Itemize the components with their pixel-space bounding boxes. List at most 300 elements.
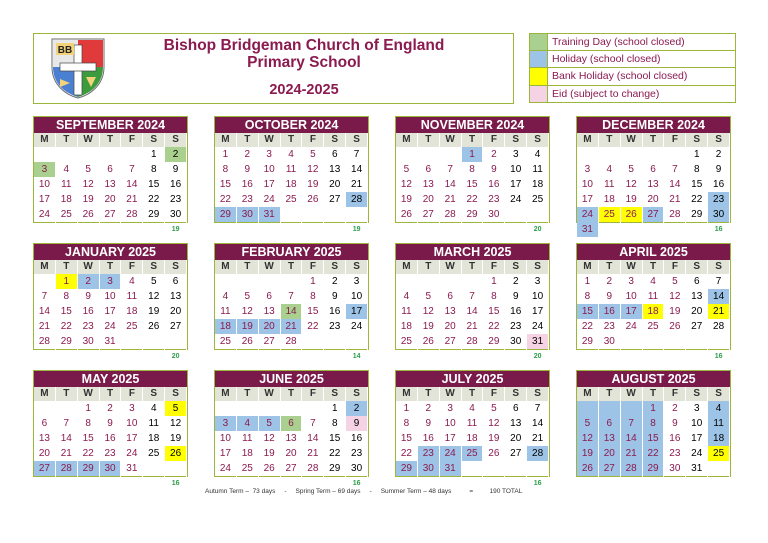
calendar-day: 31 [259, 207, 281, 222]
calendar-empty-cell [505, 349, 527, 364]
calendar-day: 13 [281, 431, 303, 446]
calendar-week [396, 461, 549, 476]
calendar-empty-cell [621, 147, 643, 162]
calendar-day: 15 [143, 177, 165, 192]
weekday-label: T [281, 387, 303, 401]
calendar-day: 4 [56, 162, 78, 177]
calendar-empty-cell [281, 207, 303, 222]
calendar-day: 22 [483, 319, 505, 334]
calendar-week [215, 162, 368, 177]
calendar-empty-cell [577, 147, 599, 162]
weekday-label: F [302, 387, 324, 401]
calendar-week [34, 416, 187, 431]
calendar-week [577, 446, 730, 461]
calendar-day: 21 [121, 192, 143, 207]
calendar-empty-cell [324, 222, 346, 237]
weekday-label: S [686, 260, 708, 274]
calendar-day: 25 [121, 319, 143, 334]
calendar-week [396, 177, 549, 192]
weekday-header [577, 133, 730, 147]
weekday-label: F [302, 133, 324, 147]
calendar-empty-cell [302, 349, 324, 364]
calendar-day: 28 [664, 207, 686, 222]
weekday-header [396, 387, 549, 401]
calendar-day: 22 [686, 192, 708, 207]
calendar-day: 22 [396, 446, 418, 461]
calendar-day: 12 [577, 431, 599, 446]
calendar-empty-cell [259, 401, 281, 416]
calendar-day: 15 [686, 177, 708, 192]
school-days-count: 16 [165, 476, 187, 491]
weekday-label: M [34, 133, 56, 147]
calendar-day: 10 [34, 177, 56, 192]
calendar-day: 26 [165, 446, 187, 461]
weekday-label: S [165, 133, 187, 147]
weekday-label: T [599, 133, 621, 147]
calendar-empty-cell [664, 476, 686, 491]
month-title: DECEMBER 2024 [577, 117, 730, 133]
calendar-day: 3 [527, 274, 549, 289]
month-title: JULY 2025 [396, 371, 549, 387]
calendar-day: 14 [302, 431, 324, 446]
calendar-empty-cell [418, 274, 440, 289]
weekday-header [396, 133, 549, 147]
weekday-label: T [281, 260, 303, 274]
calendar-day: 30 [237, 207, 259, 222]
calendar-day: 2 [346, 401, 368, 416]
calendar-empty-cell [664, 147, 686, 162]
weekday-label: S [324, 387, 346, 401]
calendar-day: 6 [686, 274, 708, 289]
month-calendar [395, 370, 550, 487]
calendar-day: 16 [78, 304, 100, 319]
calendar-day: 9 [324, 289, 346, 304]
calendar-day: 31 [440, 461, 462, 476]
calendar-day: 28 [56, 461, 78, 476]
calendar-day: 14 [527, 416, 549, 431]
calendar-week [577, 177, 730, 192]
crest-initials: BB [57, 45, 73, 56]
calendar-day: 3 [121, 401, 143, 416]
calendar-empty-cell [165, 461, 187, 476]
weekday-label: S [505, 260, 527, 274]
calendar-day: 5 [259, 416, 281, 431]
calendar-day: 19 [259, 446, 281, 461]
calendar-empty-cell [143, 222, 165, 237]
calendar-empty-cell [621, 334, 643, 349]
school-name-line2: Primary School [247, 54, 361, 71]
calendar-day: 14 [56, 431, 78, 446]
calendar-empty-cell [643, 476, 665, 491]
weekday-label: S [708, 260, 730, 274]
calendar-day: 5 [302, 147, 324, 162]
calendar-day: 23 [599, 319, 621, 334]
calendar-day: 12 [237, 304, 259, 319]
calendar-empty-cell [100, 147, 122, 162]
calendar-empty-cell [215, 401, 237, 416]
calendar-week [396, 222, 549, 237]
calendar-day: 30 [505, 334, 527, 349]
calendar-empty-cell [599, 349, 621, 364]
calendar-day: 6 [281, 416, 303, 431]
calendar-empty-cell [686, 349, 708, 364]
calendar-week [577, 319, 730, 334]
calendar-day: 29 [215, 207, 237, 222]
calendar-day: 6 [165, 274, 187, 289]
calendar-day: 11 [143, 416, 165, 431]
calendar-day: 28 [440, 207, 462, 222]
calendar-empty-cell [346, 207, 368, 222]
school-days-count: 20 [527, 222, 549, 237]
calendar-day: 21 [664, 192, 686, 207]
weekday-label: T [643, 387, 665, 401]
calendar-empty-cell [215, 274, 237, 289]
calendar-day: 7 [302, 416, 324, 431]
calendar-day: 24 [440, 446, 462, 461]
calendar-day: 21 [440, 192, 462, 207]
calendar-empty-cell [259, 274, 281, 289]
calendar-week [215, 334, 368, 349]
calendar-empty-cell [599, 476, 621, 491]
calendar-day: 24 [686, 446, 708, 461]
calendar-empty-cell [621, 401, 643, 416]
calendar-day: 20 [100, 192, 122, 207]
calendar-day: 12 [78, 177, 100, 192]
calendar-day: 26 [396, 207, 418, 222]
calendar-week [577, 401, 730, 416]
weekday-label: S [686, 133, 708, 147]
calendar-day: 18 [237, 446, 259, 461]
calendar-empty-cell [121, 334, 143, 349]
calendar-day: 6 [505, 401, 527, 416]
calendar-empty-cell [686, 334, 708, 349]
calendar-day: 16 [505, 304, 527, 319]
weekday-label: M [396, 260, 418, 274]
calendar-empty-cell [599, 401, 621, 416]
calendar-empty-cell [34, 476, 56, 491]
legend [529, 33, 736, 103]
calendar-day: 9 [483, 162, 505, 177]
calendar-day: 15 [483, 304, 505, 319]
calendar-week [577, 476, 730, 491]
weekday-label: T [100, 133, 122, 147]
weekday-label: T [462, 260, 484, 274]
calendar-day: 7 [462, 289, 484, 304]
calendar-day: 25 [527, 192, 549, 207]
calendar-day: 2 [483, 147, 505, 162]
calendar-day: 23 [708, 192, 730, 207]
calendar-day: 25 [599, 207, 621, 222]
weekday-label: T [56, 133, 78, 147]
calendar-day: 14 [440, 177, 462, 192]
calendar-empty-cell [259, 222, 281, 237]
calendar-day: 7 [621, 416, 643, 431]
calendar-day: 24 [259, 192, 281, 207]
calendar-day: 16 [708, 177, 730, 192]
calendar-week [396, 289, 549, 304]
calendar-week [34, 349, 187, 364]
calendar-empty-cell [440, 222, 462, 237]
calendar-empty-cell [462, 274, 484, 289]
calendar-week [215, 222, 368, 237]
weekday-label: T [418, 133, 440, 147]
weekday-header [215, 133, 368, 147]
calendar-day: 3 [577, 162, 599, 177]
calendar-day: 19 [78, 192, 100, 207]
calendar-day: 14 [621, 431, 643, 446]
calendar-day: 20 [418, 192, 440, 207]
calendar-day: 9 [418, 416, 440, 431]
calendar-day: 10 [440, 416, 462, 431]
calendar-empty-cell [56, 222, 78, 237]
calendar-empty-cell [396, 349, 418, 364]
calendar-week [215, 446, 368, 461]
calendar-empty-cell [577, 349, 599, 364]
calendar-day: 21 [56, 446, 78, 461]
weekday-label: F [302, 260, 324, 274]
calendar-day: 20 [165, 304, 187, 319]
calendar-week [396, 207, 549, 222]
month-title: OCTOBER 2024 [215, 117, 368, 133]
calendar-empty-cell [302, 207, 324, 222]
calendar-day: 8 [643, 416, 665, 431]
weekday-label: T [237, 260, 259, 274]
calendar-day: 26 [664, 319, 686, 334]
calendar-week [215, 349, 368, 364]
calendar-day: 14 [121, 177, 143, 192]
calendar-day: 7 [664, 162, 686, 177]
weekday-label: T [56, 260, 78, 274]
weekday-label: W [440, 387, 462, 401]
school-header [33, 33, 514, 104]
calendar-day: 25 [56, 207, 78, 222]
calendar-day: 7 [121, 162, 143, 177]
calendar-day: 19 [621, 192, 643, 207]
calendar-empty-cell [281, 349, 303, 364]
calendar-day: 1 [483, 274, 505, 289]
calendar-day: 22 [302, 319, 324, 334]
calendar-empty-cell [56, 476, 78, 491]
calendar-day: 27 [418, 207, 440, 222]
calendar-day: 28 [346, 192, 368, 207]
calendar-day: 2 [664, 401, 686, 416]
calendar-day: 4 [143, 401, 165, 416]
calendar-empty-cell [281, 222, 303, 237]
weekday-label: T [599, 387, 621, 401]
calendar-day: 3 [440, 401, 462, 416]
calendar-day: 4 [708, 401, 730, 416]
calendar-day: 17 [34, 192, 56, 207]
weekday-label: M [215, 260, 237, 274]
calendar-empty-cell [34, 222, 56, 237]
calendar-week [34, 147, 187, 162]
month-calendar [214, 116, 369, 233]
weekday-label: W [621, 133, 643, 147]
legend-swatch [530, 34, 548, 50]
school-days-count: 14 [346, 349, 368, 364]
calendar-empty-cell [708, 476, 730, 491]
calendar-empty-cell [708, 334, 730, 349]
calendar-week [34, 274, 187, 289]
calendar-day: 10 [259, 162, 281, 177]
calendar-empty-cell [34, 147, 56, 162]
calendar-day: 18 [396, 319, 418, 334]
calendar-day: 8 [686, 162, 708, 177]
calendar-day: 2 [599, 274, 621, 289]
calendar-day: 25 [462, 446, 484, 461]
weekday-label: M [215, 387, 237, 401]
calendar-day: 17 [121, 431, 143, 446]
calendar-day: 22 [56, 319, 78, 334]
calendar-day: 19 [483, 431, 505, 446]
calendar-day: 18 [121, 304, 143, 319]
calendar-week [34, 222, 187, 237]
weekday-label: S [143, 133, 165, 147]
calendar-day: 29 [643, 461, 665, 476]
calendar-day: 20 [505, 431, 527, 446]
calendar-day: 23 [78, 319, 100, 334]
calendar-day: 24 [505, 192, 527, 207]
calendar-day: 3 [621, 274, 643, 289]
calendar-day: 10 [505, 162, 527, 177]
calendar-day: 31 [577, 222, 599, 237]
weekday-label: T [237, 387, 259, 401]
calendar-day: 2 [165, 147, 187, 162]
calendar-day: 21 [708, 304, 730, 319]
weekday-label: S [527, 260, 549, 274]
calendar-day: 20 [324, 177, 346, 192]
month-calendar [33, 243, 188, 360]
weekday-label: W [259, 133, 281, 147]
month-title: MARCH 2025 [396, 244, 549, 260]
calendar-day: 28 [708, 319, 730, 334]
calendar-day: 10 [215, 431, 237, 446]
calendar-empty-cell [100, 476, 122, 491]
calendar-empty-cell [324, 334, 346, 349]
calendar-week [215, 461, 368, 476]
calendar-day: 12 [143, 289, 165, 304]
calendar-day: 21 [621, 446, 643, 461]
calendar-week [34, 446, 187, 461]
weekday-label: M [577, 387, 599, 401]
calendar-day: 25 [708, 446, 730, 461]
calendar-day: 20 [34, 446, 56, 461]
calendar-day: 9 [78, 289, 100, 304]
calendar-empty-cell [505, 461, 527, 476]
calendar-week [577, 207, 730, 222]
calendar-empty-cell [143, 334, 165, 349]
calendar-day: 11 [121, 289, 143, 304]
calendar-day: 13 [100, 177, 122, 192]
calendar-day: 16 [599, 304, 621, 319]
calendar-day: 13 [440, 304, 462, 319]
weekday-header [215, 387, 368, 401]
calendar-empty-cell [34, 274, 56, 289]
calendar-day: 5 [621, 162, 643, 177]
legend-label: Holiday (school closed) [552, 52, 661, 65]
calendar-day: 1 [302, 274, 324, 289]
school-days-count: 16 [346, 476, 368, 491]
calendar-week [34, 162, 187, 177]
calendar-day: 19 [418, 319, 440, 334]
calendar-empty-cell [324, 207, 346, 222]
calendar-empty-cell [302, 334, 324, 349]
calendar-day: 9 [237, 162, 259, 177]
calendar-day: 18 [215, 319, 237, 334]
calendar-day: 27 [686, 319, 708, 334]
calendar-day: 6 [324, 147, 346, 162]
calendar-week [34, 207, 187, 222]
calendar-day: 4 [527, 147, 549, 162]
calendar-day: 27 [259, 334, 281, 349]
calendar-day: 15 [462, 177, 484, 192]
calendar-day: 27 [505, 446, 527, 461]
calendar-day: 18 [527, 177, 549, 192]
calendar-empty-cell [302, 401, 324, 416]
school-days-count: 19 [165, 222, 187, 237]
calendar-week [396, 304, 549, 319]
calendar-day: 13 [165, 289, 187, 304]
calendar-week [577, 334, 730, 349]
calendar-day: 13 [505, 416, 527, 431]
school-name [154, 37, 454, 71]
calendar-day: 22 [577, 319, 599, 334]
calendar-week [34, 461, 187, 476]
weekday-header [577, 387, 730, 401]
calendar-day: 30 [78, 334, 100, 349]
calendar-day: 25 [237, 461, 259, 476]
weekday-label: S [143, 387, 165, 401]
calendar-day: 26 [78, 207, 100, 222]
calendar-day: 19 [143, 304, 165, 319]
calendar-day: 26 [237, 334, 259, 349]
calendar-day: 22 [78, 446, 100, 461]
weekday-label: S [527, 387, 549, 401]
calendar-day: 17 [259, 177, 281, 192]
calendar-day: 3 [686, 401, 708, 416]
calendar-day: 13 [599, 431, 621, 446]
calendar-day: 2 [418, 401, 440, 416]
calendar-day: 26 [577, 461, 599, 476]
calendar-empty-cell [215, 222, 237, 237]
month-title: JANUARY 2025 [34, 244, 187, 260]
calendar-day: 21 [462, 319, 484, 334]
calendar-day: 17 [577, 192, 599, 207]
calendar-day: 29 [56, 334, 78, 349]
weekday-label: F [483, 260, 505, 274]
calendar-day: 15 [302, 304, 324, 319]
calendar-day: 15 [643, 431, 665, 446]
calendar-day: 10 [577, 177, 599, 192]
calendar-day: 22 [143, 192, 165, 207]
calendar-day: 13 [686, 289, 708, 304]
calendar-day: 11 [56, 177, 78, 192]
weekday-label: M [215, 133, 237, 147]
legend-label: Bank Holiday (school closed) [552, 70, 688, 82]
calendar-day: 17 [686, 431, 708, 446]
calendar-day: 18 [56, 192, 78, 207]
calendar-day: 30 [483, 207, 505, 222]
weekday-label: W [78, 387, 100, 401]
calendar-day: 2 [78, 274, 100, 289]
calendar-week [396, 349, 549, 364]
calendar-day: 17 [215, 446, 237, 461]
weekday-header [34, 260, 187, 274]
calendar-day: 20 [440, 319, 462, 334]
weekday-label: W [440, 133, 462, 147]
calendar-day: 5 [418, 289, 440, 304]
calendar-day: 19 [237, 319, 259, 334]
